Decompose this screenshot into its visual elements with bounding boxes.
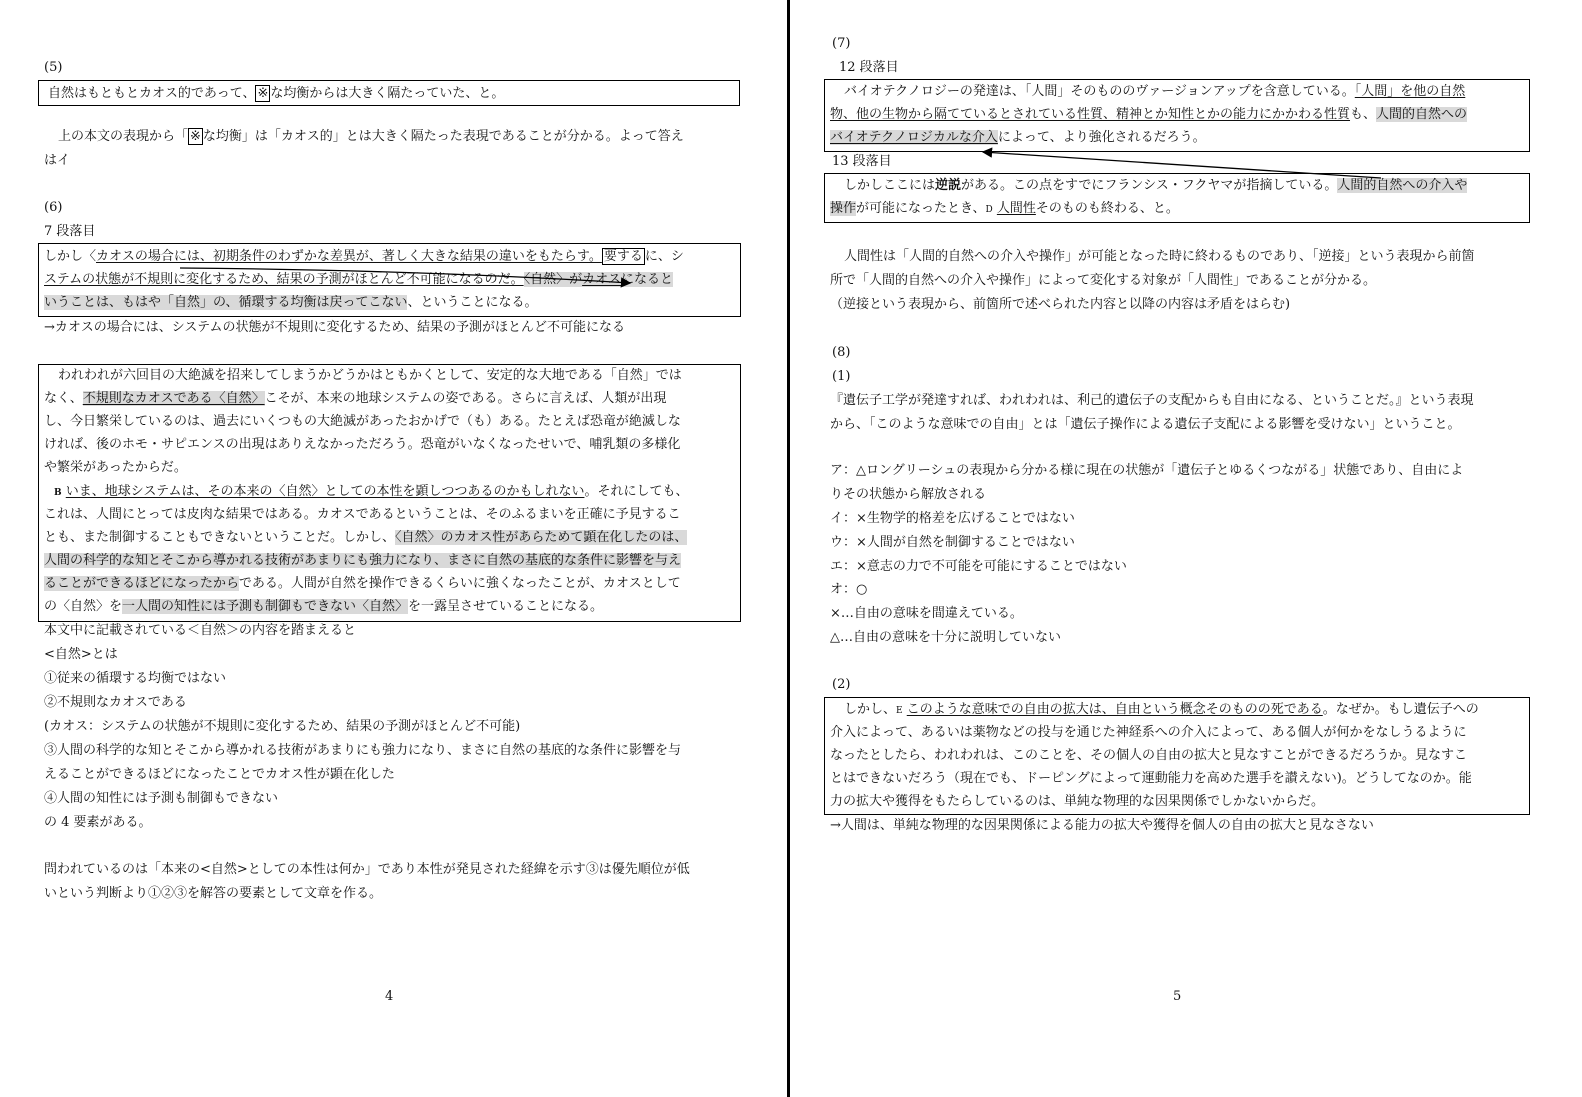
page-5: [793, 0, 1582, 1097]
q7-quote1-line3: バイオテクノロジカルな介入によって、より強化されるだろう。: [830, 130, 1206, 145]
q6-paragraph-label: 7 段落目: [44, 224, 96, 239]
summary-line6: ③人間の科学的な知とそこから導かれる技術があまりにも強力になり、まさに自然の基底的な条件に影響を与: [44, 743, 682, 758]
q5-explain-line1: 上の本文の表現から「 ※ な均衡」は「カオス的」とは大きく隔たった表現であることが分かる。よって答え: [58, 129, 684, 144]
q8-label: (8): [832, 345, 851, 360]
q6-arrow-note: →カオスの場合には、システムの状態が不規則に変化するため、結果の予測がほとんど不可能になる: [44, 320, 625, 335]
q8-text-line1: 『遺伝子工学が発達すれば、われわれは、利己的遺伝子の支配からも自由になる、ということだ。』という表現: [830, 393, 1474, 408]
page-4: [0, 0, 788, 1097]
q6-quote-line1: しかし〈カオスの場合には、初期条件のわずかな差異が、著しく大きな結果の違いをもたらす。 要する に、シ: [44, 249, 684, 264]
summary-line8: ④人間の知性には予測も制御もできない: [44, 791, 279, 806]
q7-explain-line1: 人間性は「人間的自然への介入や操作」が可能となった時に終わるものであり、「逆接」という表現から前箇: [844, 249, 1475, 264]
summary-line1: 本文中に記載されている＜自然＞の内容を踏まえると: [44, 623, 357, 638]
q8-quote-line2: 介入によって、あるいは薬物などの投与を通じた神経系への介入によって、ある個人が何かをなしうるように: [830, 725, 1467, 740]
q8-quote-line4: とはできないだろう（現在でも、ドーピングによって運動能力を高めた選手を讃えない)。どうしてなのか。能: [830, 771, 1472, 786]
q8-quote-line1: しかし、E このような意味での自由の拡大は、自由という概念そのものの死である。なぜか。もし遺伝子への: [844, 702, 1479, 717]
q7-quote1-line2: 物、他の生物から隔てているとされている性質、精神とか知性とかの能力にかかわる性質も、人間的自然への: [830, 107, 1468, 122]
passage-line1: われわれが六回目の大絶滅を招来してしまうかどうかはともかくとして、安定的な大地である「自然」では: [58, 368, 682, 383]
summary-line3: ①従来の循環する均衡ではない: [44, 671, 227, 686]
conclusion-line2: いという判断より①②③を解答の要素として文章を作る。: [44, 886, 383, 901]
summary-line9: の 4 要素がある。: [44, 815, 152, 830]
q8-sub2-label: (2): [832, 677, 851, 692]
summary-line7: えることができるほどになったことでカオス性が顕在化した: [44, 767, 395, 782]
passage-line2: なく、不規則なカオスである〈自然〉こそが、本来の地球システムの姿である。さらに言えば、人類が出現: [44, 391, 667, 406]
choice-o: オ：○: [830, 582, 868, 597]
conclusion-line1: 問われているのは「本来の<自然>としての本性は何か」であり本性が発見された経緯を示す③は優先順位が低: [44, 862, 690, 877]
choice-a-line2: りその状態から解放される: [830, 487, 987, 502]
q7-explain-line3: （逆接という表現から、前箇所で述べられた内容と以降の内容は矛盾をはらむ): [830, 297, 1291, 312]
choice-i: イ：×生物学的格差を広げることではない: [830, 511, 1075, 526]
passage-line5: や繁栄があったからだ。: [44, 460, 187, 475]
summary-line4: ②不規則なカオスである: [44, 695, 187, 710]
q7-quote2-line2: 操作が可能になったとき、D 人間性そのものも終わる、と。: [830, 201, 1179, 216]
q6-quote-line3: いうことは、もはや「自然」の、循環する均衡は戻ってこない、ということになる。: [44, 295, 538, 310]
q8-conclusion: →人間は、単純な物理的な因果関係による能力の拡大や獲得を個人の自由の拡大と見なさない: [830, 818, 1374, 833]
passage-line9: 人間の科学的な知とそこから導かれる技術があまりにも強力になり、まさに自然の基底的な条件に影響を与え: [44, 553, 682, 568]
passage-line3: し、今日繁栄しているのは、過去にいくつもの大絶滅があったおかげで（も）ある。たとえば恐竜が絶滅しな: [44, 414, 681, 429]
q5-label: (5): [44, 60, 63, 75]
q7-paragraph12-label: 12 段落目: [839, 60, 899, 75]
q8-sub1-label: (1): [832, 369, 851, 384]
q6-link-arrow: [0, 0, 788, 400]
passage-line11: の〈自然〉を一人間の知性には予測も制御もできない〈自然〉を一露呈させていることになる。: [44, 599, 604, 614]
page-number: 5: [1173, 989, 1182, 1004]
q7-quote1-line1: バイオテクノロジーの発達は、「人間」そのもののヴァージョンアップを含意している。「人間」を他の自然: [844, 84, 1466, 99]
q7-paragraph13-label: 13 段落目: [832, 154, 892, 169]
q7-quote2-line1: しかしここには逆説がある。この点をすでにフランシス・フクヤマが指摘している。人間的自然への介入や: [844, 178, 1468, 193]
choice-u: ウ：×人間が自然を制御することではない: [830, 535, 1075, 550]
choice-e: エ：×意志の力で不可能を可能にすることではない: [830, 559, 1127, 574]
choice-a-line1: ア：△ロングリーシュの表現から分かる様に現在の状態が「遺伝子とゆるくつながる」状態であり、自由によ: [830, 463, 1464, 478]
q5-quote: 自然はもともとカオス的であって、 ※ な均衡からは大きく隔たっていた、と。: [48, 86, 505, 101]
page-number: 4: [385, 989, 394, 1004]
passage-line10: ることができるほどになったからである。人間が自然を操作できるくらいに強くなったことが、カオスとして: [44, 576, 681, 591]
passage-line8: とも、また制御することもできないということだ。しかし、〈自然〉のカオス性があらためて顕在化したのは、: [44, 530, 688, 545]
q5-explain-line2: はイ: [44, 153, 71, 168]
q6-label: (6): [44, 200, 63, 215]
q8-quote-line3: なったとしたら、われわれは、このことを、その個人の自由の拡大と見なすことができるだろうか。見なすこ: [830, 748, 1468, 763]
q8-text-line2: から、「このような意味での自由」とは「遺伝子操作による遺伝子支配による影響を受けない」ということ。: [830, 417, 1461, 432]
passage-line6: B いま、地球システムは、その本来の〈自然〉としての本性を顕しつつあるのかもしれない。それにしても、: [54, 484, 689, 499]
summary-line2: <自然>とは: [44, 647, 118, 662]
q8-quote-line5: 力の拡大や獲得をもたらしているのは、単純な物理的な因果関係でしかないからだ。: [830, 794, 1325, 809]
q7-explain-line2: 所で「人間的自然への介入や操作」によって変化する対象が「人間性」であることが分かる。: [830, 273, 1377, 288]
q6-quote-line2: ステムの状態が不規則に変化するため、結果の予測がほとんど不可能になるのだ。〈自然〉がカオスになると: [44, 272, 673, 287]
summary-line5: (カオス：システムの状態が不規則に変化するため、結果の予測がほとんど不可能): [44, 719, 521, 734]
key-triangle: △…自由の意味を十分に説明していない: [830, 630, 1061, 645]
q7-label: (7): [832, 36, 851, 51]
passage-line7: これは、人間にとっては皮肉な結果ではある。カオスであるということは、そのふるまいを正確に予見するこ: [44, 507, 681, 522]
key-cross: ×…自由の意味を間違えている。: [830, 606, 1023, 621]
passage-line4: ければ、後のホモ・サピエンスの出現はありえなかっただろう。恐竜がいなくなったせいで、哺乳類の多様化: [44, 437, 681, 452]
